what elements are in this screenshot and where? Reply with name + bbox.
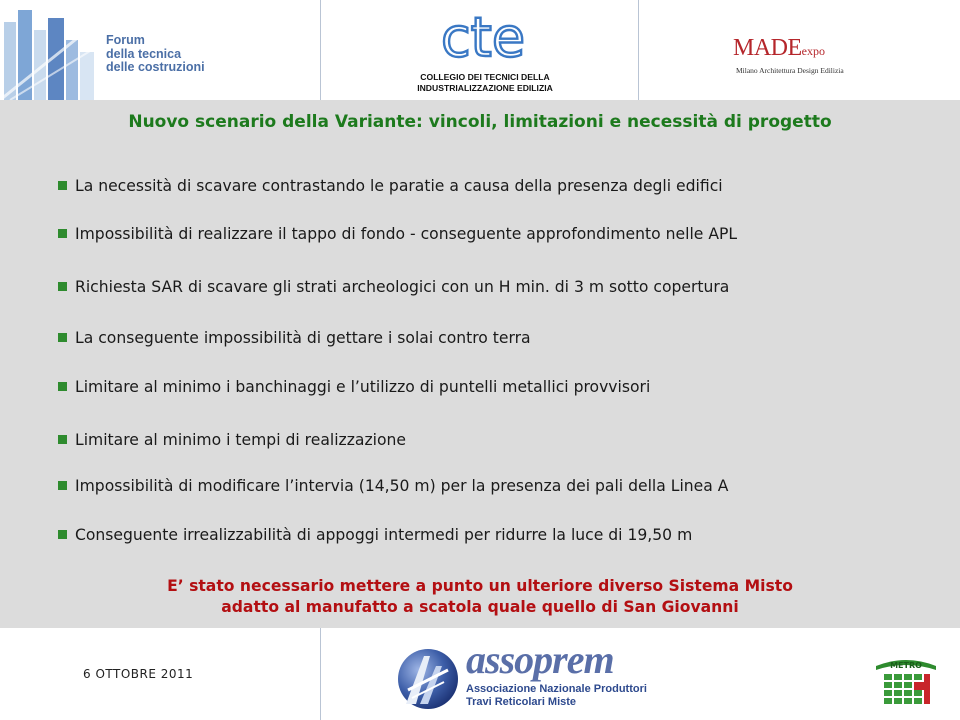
- cte-logo: [440, 8, 526, 66]
- forum-line-3: delle costruzioni: [106, 60, 205, 74]
- event-date: 6 OTTOBRE 2011: [83, 667, 194, 681]
- made-expo-logo: [733, 36, 825, 63]
- bullet-square-icon: [58, 181, 67, 190]
- conclusion-text: [0, 576, 960, 618]
- bullet-square-icon: [58, 229, 67, 238]
- bullet-square-icon: [58, 435, 67, 444]
- header-divider-left: [320, 0, 321, 100]
- bullet-text: Impossibilità di realizzare il tappo di fondo - conseguente approfondimento nelle APL: [75, 225, 738, 243]
- bullet-text: La conseguente impossibilità di gettare i solai contro terra: [75, 329, 531, 347]
- made-logo-main: MADE: [733, 35, 802, 61]
- slide-title: Nuovo scenario della Variante: vincoli, limitazioni e necessità di progetto: [128, 112, 832, 132]
- assoprem-sub-line-2: Travi Reticolari Miste: [466, 695, 577, 708]
- bullet-text: Limitare al minimo i tempi di realizzazione: [75, 431, 407, 449]
- forum-line-1: Forum: [106, 33, 145, 47]
- bullet-item: [58, 278, 729, 296]
- footer-divider: [320, 628, 321, 720]
- metro-label: METRO: [890, 661, 922, 670]
- bullet-text: Impossibilità di modificare l’intervia (14,50 m) per la presenza dei pali della Linea A: [75, 477, 729, 495]
- bullet-square-icon: [58, 481, 67, 490]
- bullet-item: [58, 378, 650, 396]
- bullet-square-icon: [58, 333, 67, 342]
- bullet-item: [58, 431, 406, 449]
- bullet-text: Limitare al minimo i banchinaggi e l’utilizzo di puntelli metallici provvisori: [75, 378, 651, 396]
- made-expo-subtitle: Milano Architettura Design Edilizia: [736, 66, 844, 75]
- cte-line-1: COLLEGIO DEI TECNICI DELLA: [420, 72, 550, 82]
- assoprem-subtitle: [466, 683, 647, 708]
- bullet-text: La necessità di scavare contrastando le paratie a causa della presenza degli edifici: [75, 177, 723, 195]
- made-logo-expo: expo: [801, 44, 825, 58]
- bullet-square-icon: [58, 282, 67, 291]
- bullet-item: [58, 177, 723, 195]
- bullet-item: [58, 329, 531, 347]
- cte-caption: [380, 72, 590, 94]
- cte-line-2: INDUSTRIALIZZAZIONE EDILIZIA: [417, 83, 553, 93]
- metro-c-logo: [874, 656, 938, 712]
- assoprem-sub-line-1: Associazione Nazionale Produttori: [466, 683, 647, 695]
- bullet-square-icon: [58, 530, 67, 539]
- assoprem-wordmark: assoprem: [466, 637, 614, 682]
- forum-building-logo: [0, 0, 100, 100]
- cte-logo-text: cte: [440, 8, 526, 66]
- bullet-item: [58, 225, 737, 243]
- bullet-item: [58, 526, 692, 544]
- forum-title: [106, 34, 205, 75]
- header-divider-right: [638, 0, 639, 100]
- header-band: [0, 0, 960, 100]
- assoprem-globe-icon: [396, 646, 460, 712]
- bullet-text: Conseguente irrealizzabilità di appoggi intermedi per ridurre la luce di 19,50 m: [75, 526, 693, 544]
- bullet-square-icon: [58, 382, 67, 391]
- conclusion-line-2: adatto al manufatto a scatola quale quello di San Giovanni: [221, 598, 739, 616]
- forum-line-2: della tecnica: [106, 46, 182, 61]
- bullet-text: Richiesta SAR di scavare gli strati archeologici con un H min. di 3 m sotto copertura: [75, 278, 730, 296]
- conclusion-line-1: E’ stato necessario mettere a punto un ulteriore diverso Sistema Misto: [167, 577, 793, 595]
- bullet-item: [58, 477, 728, 495]
